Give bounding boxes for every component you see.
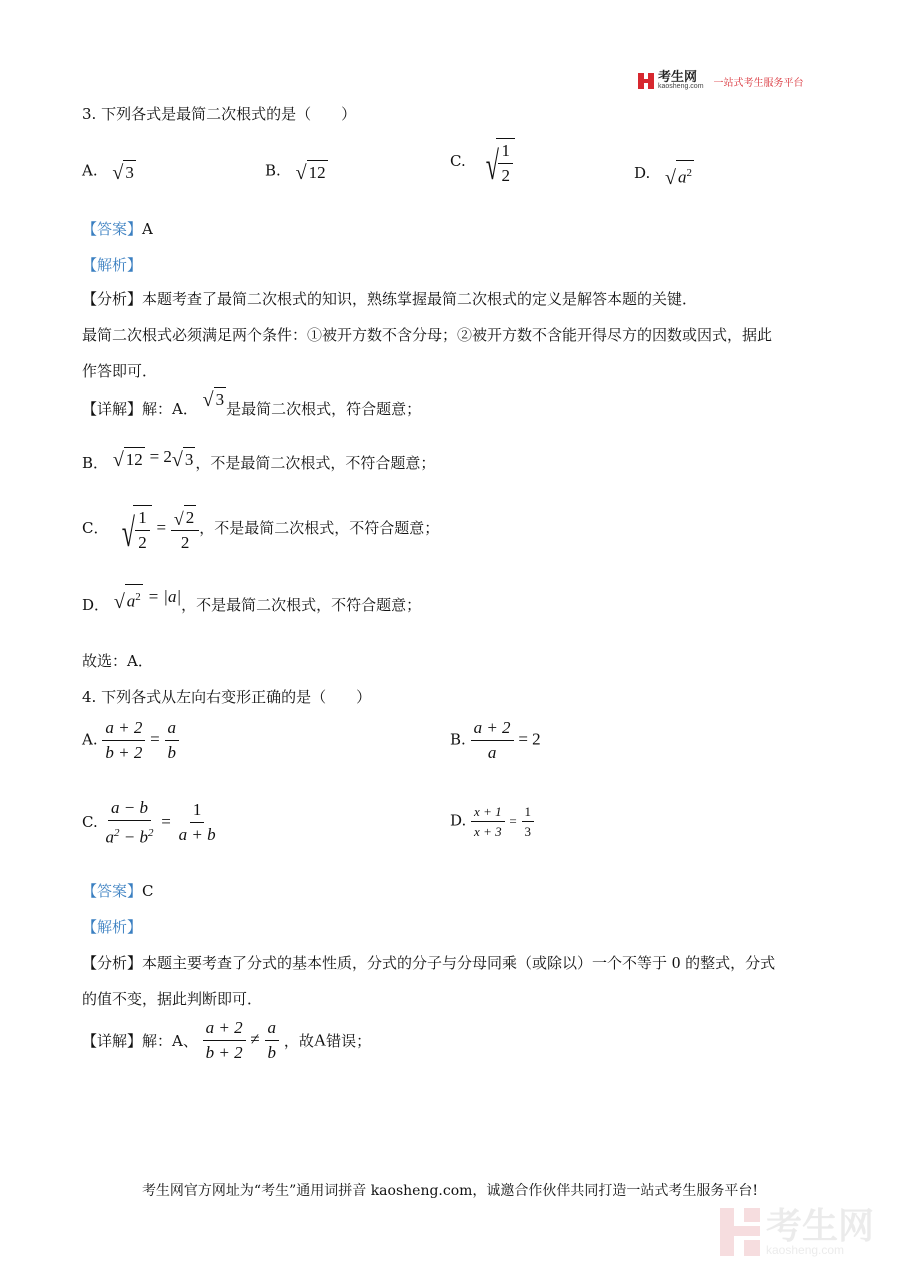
detail-prefix: 解：A． xyxy=(142,400,198,418)
detail-text: ，不是最简二次根式，不符合题意； xyxy=(195,454,436,472)
detail-text: 是最简二次根式，符合题意； xyxy=(226,400,422,418)
q4-option-a xyxy=(82,718,179,763)
fraction: $\frac{a + 2}{a}$ xyxy=(471,718,514,763)
option-label: B. xyxy=(450,730,466,749)
answer-tag: 【答案】 xyxy=(82,220,143,238)
answer-value: C xyxy=(142,882,154,900)
q4-option-c xyxy=(82,798,219,848)
q4-detail-a xyxy=(82,1018,371,1063)
logo-name: 考生网 xyxy=(658,69,698,84)
equals-sign: = xyxy=(509,813,517,829)
detail-text: ，不是最简二次根式，不符合题意； xyxy=(199,519,440,537)
sqrt-fraction: √ $\frac{1}{2}$ xyxy=(113,505,151,553)
sqrt-expression: √ 3 xyxy=(112,162,134,184)
fraction: √ 2 2 xyxy=(171,505,199,553)
fraction: $\frac{a + 2}{b + 2}$ xyxy=(102,718,145,763)
option-label: B. xyxy=(265,161,281,180)
q4-stem: 4. 下列各式从左向右变形正确的是（ ） xyxy=(82,688,372,706)
q4-analysis-line2: 的值不变，据此判断即可． xyxy=(82,990,263,1008)
fraction: $\frac{a + 2}{b + 2}$ xyxy=(203,1018,246,1063)
option-label: C. xyxy=(82,812,98,831)
q3-detail-c xyxy=(82,505,439,553)
fraction: $\frac{1}{a + b}$ xyxy=(178,800,216,845)
equals-sign: = xyxy=(161,811,171,831)
q4-analysis-line1 xyxy=(82,952,775,973)
q3-analysis-tag: 【解析】 xyxy=(82,256,143,274)
sqrt-expression: √ $a^2$ xyxy=(665,160,694,188)
fenxi-tag: 【分析】 xyxy=(82,290,143,308)
fraction: $\frac{a - b}{a^2 - b^2}$ xyxy=(105,798,154,847)
watermark xyxy=(720,1205,875,1257)
sqrt-expression: √ 3 xyxy=(202,388,225,411)
detail-label: D． xyxy=(82,595,110,614)
footer-note: 考生网官方网址为“考生”通用词拼音 kaosheng.com，诚邀合作伙伴共同打造一站式考生服务平台! xyxy=(141,1183,759,1199)
equals-part: = 2 xyxy=(518,729,541,749)
watermark-name: 考生网 xyxy=(766,1205,875,1246)
detail-tag: 【详解】 xyxy=(82,1032,143,1050)
logo-slogan: 一站式考生服务平台 xyxy=(713,77,804,89)
fenxi-text: 本题考查了最简二次根式的知识，熟练掌握最简二次根式的定义是解答本题的关键． xyxy=(142,290,698,308)
abs-value: = |a| xyxy=(147,586,182,606)
q3-choice: 故选：A． xyxy=(82,652,153,670)
sqrt-expression: √ 12 xyxy=(295,162,326,184)
detail-text-end: 错误； xyxy=(326,1032,372,1050)
logo-url: kaosheng.com xyxy=(658,83,704,90)
q3-option-a xyxy=(82,160,136,183)
sqrt-expression: √ 12 xyxy=(112,448,143,471)
logo-icon xyxy=(638,73,654,89)
detail-prefix: 解：A、 xyxy=(142,1032,198,1050)
fraction: $\frac{a}{b}$ xyxy=(165,718,180,763)
q4-option-d xyxy=(450,804,534,839)
q4-option-b xyxy=(450,718,541,763)
q3-detail-a xyxy=(82,388,422,422)
option-label: D. xyxy=(450,811,467,830)
equals-sign: = xyxy=(150,729,160,749)
q3-answer xyxy=(82,218,153,239)
detail-label: B． xyxy=(82,454,109,472)
header-logo xyxy=(638,71,804,91)
detail-tag: 【详解】 xyxy=(82,400,143,418)
not-equal-sign: ≠ xyxy=(250,1029,260,1049)
sqrt-fraction: √ $\frac{1}{2}$ xyxy=(477,138,515,186)
sqrt-expression: √ 3 xyxy=(171,448,194,471)
q4-answer xyxy=(82,880,154,901)
option-label: D. xyxy=(634,163,651,182)
option-label: A. xyxy=(82,161,98,180)
watermark-url: kaosheng.com xyxy=(766,1243,845,1257)
option-label: C. xyxy=(450,152,466,170)
sqrt-expression: √ $a^2$ xyxy=(114,584,143,612)
equals-part: = 2 xyxy=(149,447,172,466)
fraction: $\frac{1}{3}$ xyxy=(522,804,535,839)
option-ref: A xyxy=(313,1030,327,1050)
q3-analysis xyxy=(82,288,697,309)
q4-analysis-tag: 【解析】 xyxy=(82,918,143,936)
fenxi-text: 本题主要考查了分式的基本性质，分式的分子与分母同乘（或除以）一个不等于 xyxy=(142,954,668,972)
option-label: A. xyxy=(82,730,98,749)
detail-text: ，不是最简二次根式，不符合题意； xyxy=(181,595,422,614)
watermark-icon xyxy=(720,1208,760,1256)
fenxi-tag: 【分析】 xyxy=(82,954,143,972)
answer-tag: 【答案】 xyxy=(82,882,143,900)
detail-text: ，故 xyxy=(283,1032,314,1050)
q3-option-c xyxy=(450,138,515,186)
q3-condition-line1: 最简二次根式必须满足两个条件：①被开方数不含分母；②被开方数不含能开得尽方的因数或因式，据此 xyxy=(82,326,773,344)
fenxi-text-end: 的整式，分式 xyxy=(685,954,776,972)
q3-stem: 3. 下列各式是最简二次根式的是（ ） xyxy=(82,105,357,123)
fraction: $\frac{a}{b}$ xyxy=(265,1018,280,1063)
answer-value: A xyxy=(142,220,153,238)
zero-value: 0 xyxy=(671,953,681,972)
q3-detail-d xyxy=(82,586,422,620)
q3-option-b xyxy=(265,160,328,183)
fraction: $\frac{x + 1}{x + 3}$ xyxy=(471,804,505,839)
q3-detail-b xyxy=(82,447,436,476)
detail-label: C． xyxy=(82,519,109,537)
q3-condition-line2: 作答即可． xyxy=(82,362,158,380)
equals-sign: = xyxy=(156,518,167,537)
q3-option-d xyxy=(634,160,694,188)
